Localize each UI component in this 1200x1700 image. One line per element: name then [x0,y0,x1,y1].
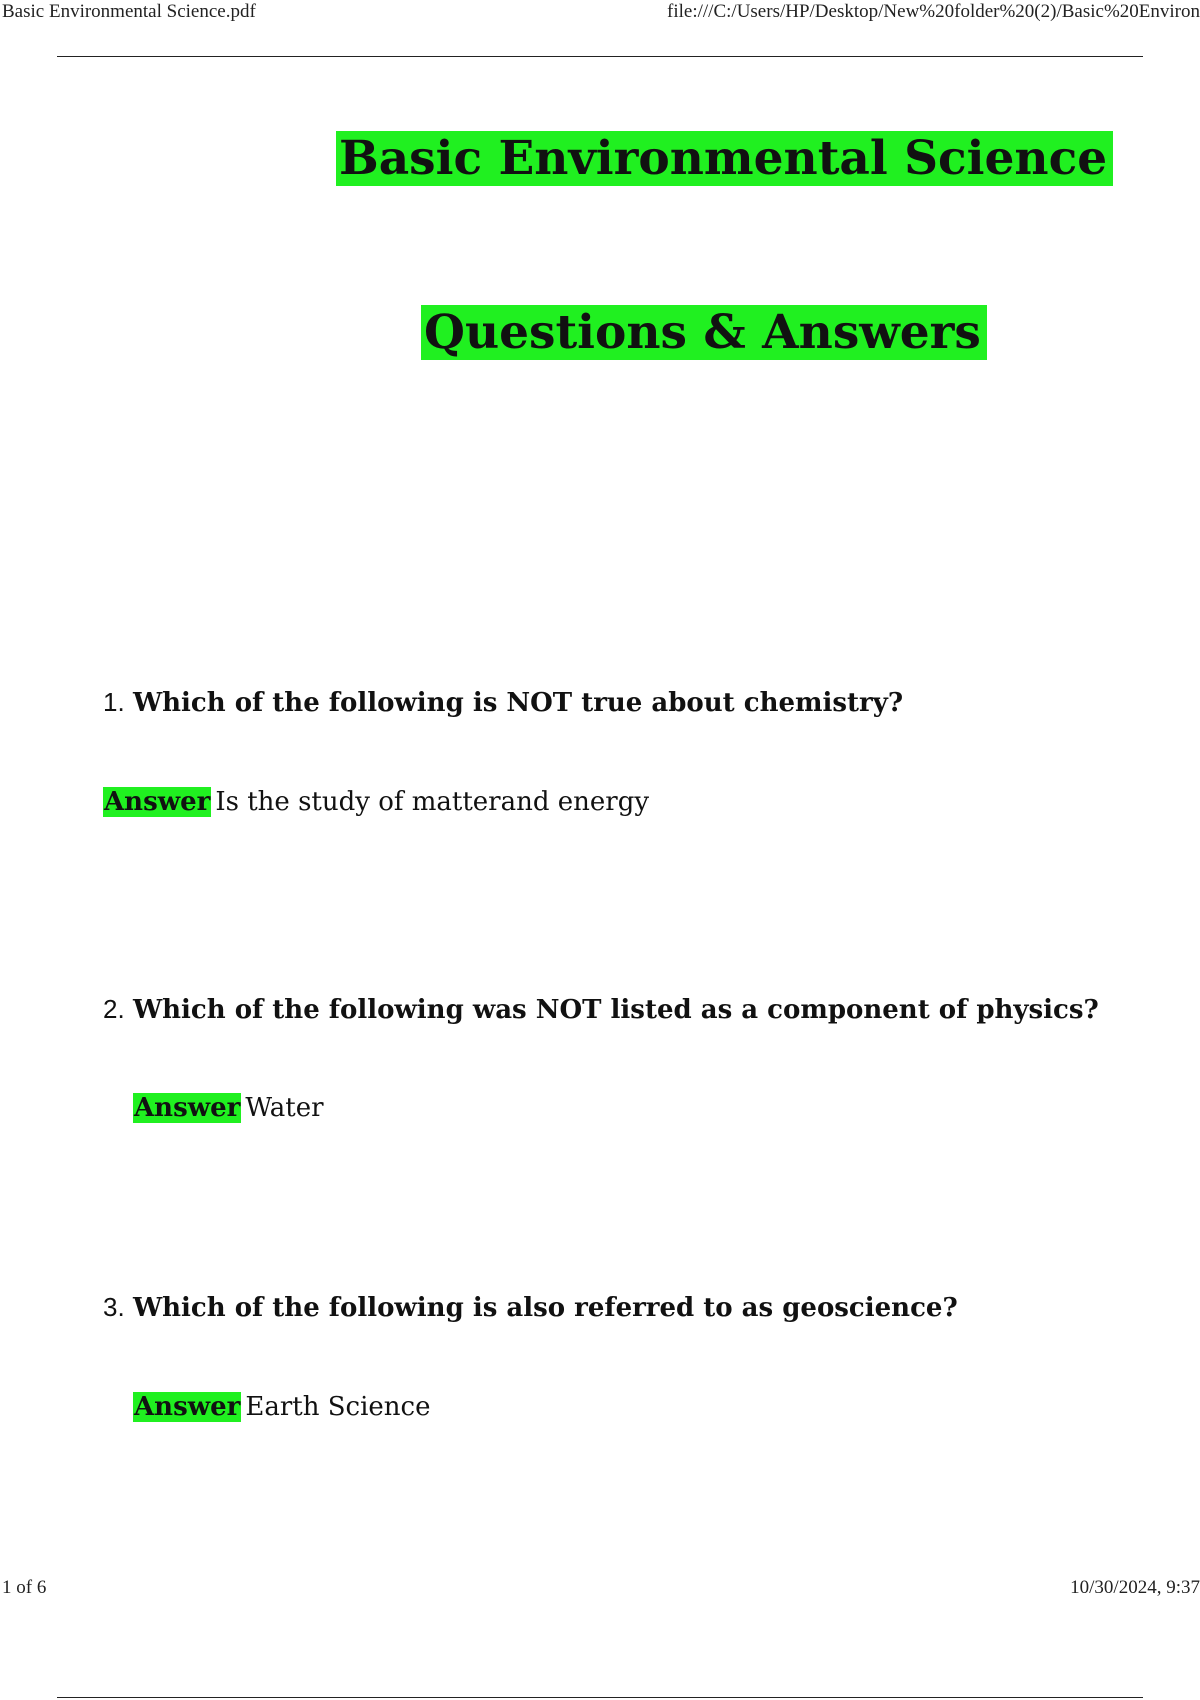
question-text: Which of the following is NOT true about chemistry? [132,688,904,718]
answer-1 [103,785,649,819]
document-title-text: Basic Environmental Science [336,131,1113,186]
answer-label: Answer [134,1093,241,1123]
print-datetime: 10/30/2024, 9:37 [1070,1577,1200,1598]
question-number: 2. [103,994,125,1024]
answer-label: Answer [104,787,211,817]
footer-divider [57,1697,1143,1698]
question-number: 3. [103,1292,125,1322]
page-indicator: 1 of 6 [2,1577,47,1598]
question-number: 1. [103,687,125,717]
question-2 [103,992,1099,1027]
answer-label: Answer [134,1392,241,1422]
question-1 [103,685,903,720]
print-footer [0,1577,1200,1601]
print-header [0,1,1200,25]
document-subtitle [421,304,987,362]
question-text: Which of the following is also referred to as geoscience? [132,1293,958,1323]
answer-2 [133,1091,324,1125]
header-divider [57,56,1143,57]
document-title [336,130,1113,188]
answer-3 [133,1390,430,1424]
print-header-doc-title: Basic Environmental Science.pdf [2,1,256,22]
print-header-url: file:///C:/Users/HP/Desktop/New%20folder%20(2)/Basic%20Environ [667,1,1200,22]
question-text: Which of the following was NOT listed as a component of physics? [132,995,1099,1025]
answer-text: Is the study of matterand energy [215,787,650,817]
document-subtitle-text: Questions & Answers [421,305,987,360]
answer-text: Water [245,1093,324,1123]
question-3 [103,1290,958,1325]
answer-text: Earth Science [245,1392,431,1422]
